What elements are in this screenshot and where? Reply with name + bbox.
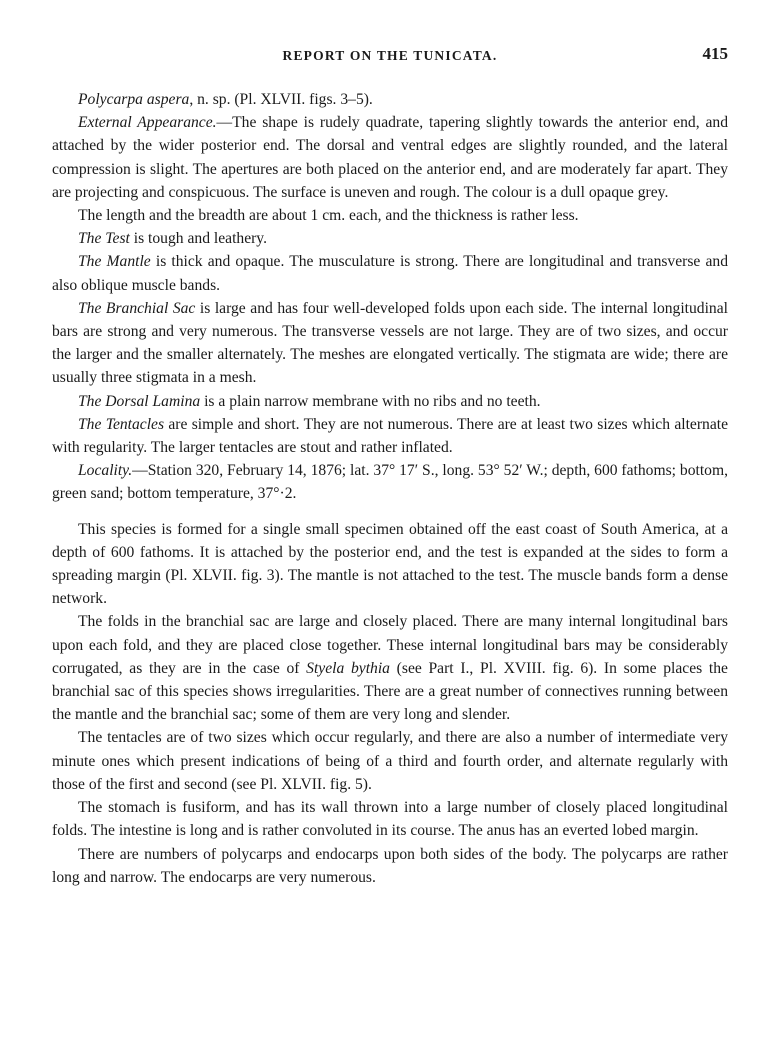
mantle-text: is thick and opaque. The musculature is strong. There are longitudinal and transverse and also oblique muscle bands. [52,253,728,294]
test-text: is tough and leathery. [129,230,267,248]
tentacles-heading: The Tentacles [78,415,165,433]
discussion-paragraph-3: The tentacles are of two sizes which occur regularly, and there are also a number of intermediate very minute ones which present indications of being of a third and fourth order, and alternate regularly with those of the first and second (see Pl. XLVII. fig. 5). [52,729,728,793]
branchial-sac-text: is large and has four well-developed folds upon each side. The internal longitudinal bars are strong and very numerous. The transverse vessels are not large. They are of two sizes, and occur the larger and the smaller alternately. The meshes are elongated vertically. The stigmata are wide; there are usually three stigmata in a mesh. [52,299,728,387]
size-paragraph: The length and the breadth are about 1 cm. each, and the thickness is rather less. [78,207,579,225]
dorsal-lamina-heading: The Dorsal Lamina [78,392,201,410]
external-appearance-heading: External Appearance. [78,114,217,132]
discussion-paragraph-5: There are numbers of polycarps and endocarps upon both sides of the body. The polycarps are rather long and narrow. The endocarps are very numerous. [52,845,728,886]
species-name: Polycarpa aspera [78,91,190,108]
external-appearance-text: —The shape is rudely quadrate, tapering slightly towards the anterior end, and attached by the wider posterior end. The dorsal and ventral edges are slightly rounded, and the lateral compression is slight. The apertures are both placed on the anterior end, and are moderately far apart. They are projecting and conspicuous. The surface is uneven and rough. The colour is a dull opaque grey. [52,114,728,201]
dorsal-lamina-paragraph [52,390,728,413]
test-paragraph [52,227,728,250]
species-heading [52,88,728,111]
section-gap [52,506,728,518]
discussion-p2-after: (see Part I., Pl. XVIII. fig. 6). In some places the branchial sac of this species shows irregularities. There are a great number of connectives running between the mantle and the branchial sac; some of them are very long and slender. [52,659,728,724]
branchial-sac-heading: The Branchial Sac [78,299,196,317]
branchial-sac-paragraph [52,297,728,390]
discussion-paragraph-2 [52,610,728,726]
styela-bythia-name: Styela bythia [306,659,390,677]
dorsal-lamina-text: is a plain narrow membrane with no ribs and no teeth. [200,392,541,410]
mantle-paragraph [52,250,728,296]
running-head [52,44,728,68]
discussion-paragraph-1: This species is formed for a single small specimen obtained off the east coast of South America, at a depth of 600 fathoms. It is attached by the posterior end, and the test is expanded at the sides to form a spreading margin (Pl. XLVII. fig. 3). The mantle is not attached to the test. The muscle bands form a dense network. [52,520,728,608]
external-appearance-paragraph [52,111,728,204]
tentacles-paragraph [52,413,728,459]
test-heading: The Test [78,230,130,248]
running-title: REPORT ON THE TUNICATA. [282,48,498,63]
mantle-heading: The Mantle [78,253,151,271]
discussion-paragraph-4: The stomach is fusiform, and has its wall thrown into a large number of closely placed longitudinal folds. The intestine is long and is rather convoluted in its course. The anus has an everted lobed margin. [52,799,728,840]
discussion-p2-before: The folds in the branchial sac are large and closely placed. There are many internal longitudinal bars upon each fold, and they are placed close together. These internal longitudinal bars may be considerably corrugated, as they are in the case of [52,613,728,677]
locality-paragraph [52,459,728,505]
page [52,44,728,889]
locality-heading: Locality. [78,462,133,480]
tentacles-text: are simple and short. They are not numerous. There are at least two sizes which alternate with regularity. The larger tentacles are stout and rather inflated. [52,415,728,457]
species-designation: , n. sp. (Pl. XLVII. figs. 3–5). [189,91,373,108]
locality-text: —Station 320, February 14, 1876; lat. 37° 17′ S., long. 53° 52′ W.; depth, 600 fathoms; bottom, green sand; bottom temperature, 37°·2. [52,462,728,503]
page-number: 415 [702,44,728,63]
